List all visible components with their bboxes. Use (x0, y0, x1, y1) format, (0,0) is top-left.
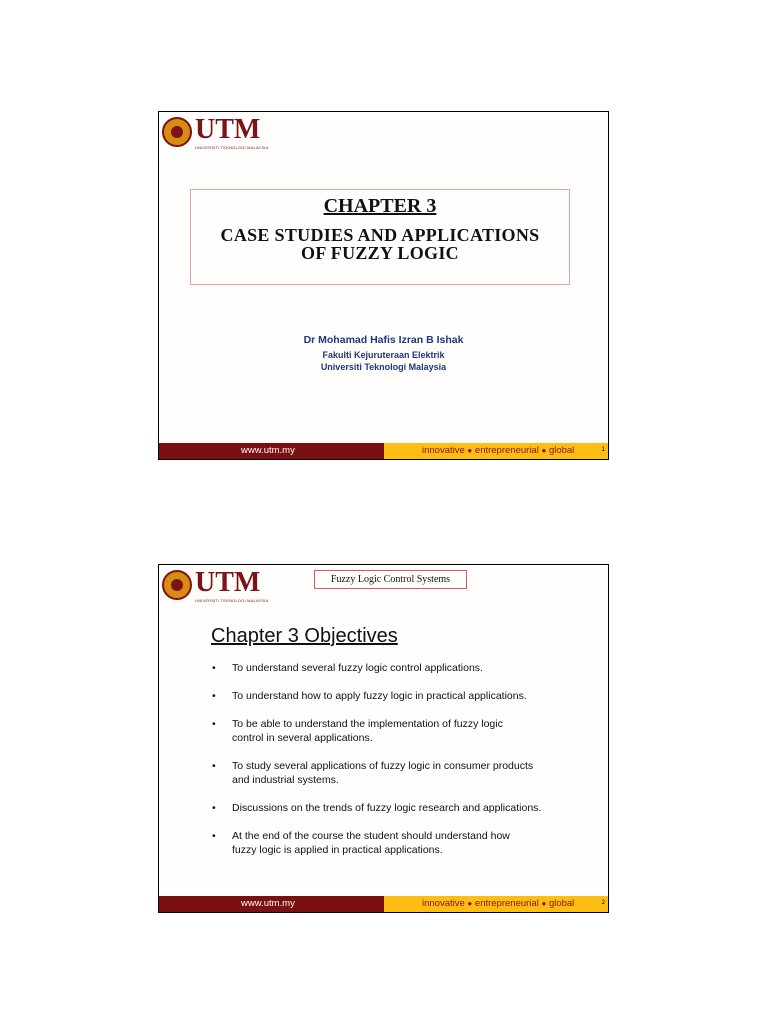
chapter-title-box (190, 189, 570, 285)
motto-word: entrepreneurial (474, 898, 539, 909)
chapter-title-line-1: CASE STUDIES AND APPLICATIONS (220, 225, 540, 245)
bullet-dot-icon: ● (467, 899, 473, 908)
objective-item (209, 717, 579, 745)
university-name: Universiti Teknologi Malaysia (320, 362, 447, 372)
objectives-title: Chapter 3 Objectives (211, 625, 398, 647)
footer-motto (384, 896, 608, 912)
author-name: Dr Mohamad Hafis Izran B Ishak (303, 334, 464, 346)
utm-logo-text: UTM (195, 567, 261, 598)
objective-item (209, 689, 579, 703)
utm-logo (162, 567, 269, 609)
objective-line: To understand several fuzzy logic control applications. (232, 662, 483, 674)
footer-website: www.utm.my (159, 896, 384, 912)
objective-line: Discussions on the trends of fuzzy logic research and applications. (232, 802, 542, 814)
motto-word: innovative (422, 445, 465, 456)
objectives-list (209, 661, 579, 871)
slide-footer (159, 443, 608, 459)
utm-logo (162, 114, 269, 156)
objective-item (209, 829, 579, 857)
objective-line: and industrial systems. (232, 774, 339, 786)
bullet-dot-icon: ● (467, 446, 473, 455)
bullet-dot-icon: ● (541, 446, 547, 455)
objective-item (209, 661, 579, 675)
page-number: 1 (601, 447, 605, 453)
bullet-dot-icon: ● (541, 899, 547, 908)
objective-line: control in several applications. (232, 732, 373, 744)
footer-website: www.utm.my (159, 443, 384, 459)
chapter-label: CHAPTER 3 (323, 195, 437, 217)
bullet-icon: • (212, 760, 216, 772)
bullet-icon: • (212, 718, 216, 730)
motto-word: global (548, 898, 575, 909)
utm-seal-icon (162, 570, 192, 600)
slide-footer (159, 896, 608, 912)
motto-word: global (548, 445, 575, 456)
utm-seal-icon (162, 117, 192, 147)
motto-word: entrepreneurial (474, 445, 539, 456)
objective-item (209, 801, 579, 815)
utm-logo-subtitle: UNIVERSITI TEKNOLOGI MALAYSIA (195, 598, 269, 603)
page-number: 2 (601, 900, 605, 906)
slide-2 (158, 564, 609, 913)
faculty-name: Fakulti Kejuruteraan Elektrik (322, 350, 445, 360)
utm-logo-subtitle: UNIVERSITI TEKNOLOGI MALAYSIA (195, 145, 269, 150)
bullet-icon: • (212, 830, 216, 842)
objective-line: fuzzy logic is applied in practical applications. (232, 844, 443, 856)
objective-line: To study several applications of fuzzy logic in consumer products (232, 760, 534, 772)
chapter-title-line-2: OF FUZZY LOGIC (301, 243, 459, 263)
chapter-title (191, 226, 569, 262)
objective-line: To understand how to apply fuzzy logic in practical applications. (232, 690, 527, 702)
bullet-icon: • (212, 662, 216, 674)
objective-line: To be able to understand the implementation of fuzzy logic (232, 718, 503, 730)
bullet-icon: • (212, 802, 216, 814)
footer-motto (384, 443, 608, 459)
objective-line: At the end of the course the student should understand how (232, 830, 510, 842)
course-header-tag: Fuzzy Logic Control Systems (314, 570, 467, 589)
motto-word: innovative (422, 898, 465, 909)
slide-1 (158, 111, 609, 460)
utm-logo-text: UTM (195, 114, 261, 145)
objective-item (209, 759, 579, 787)
bullet-icon: • (212, 690, 216, 702)
